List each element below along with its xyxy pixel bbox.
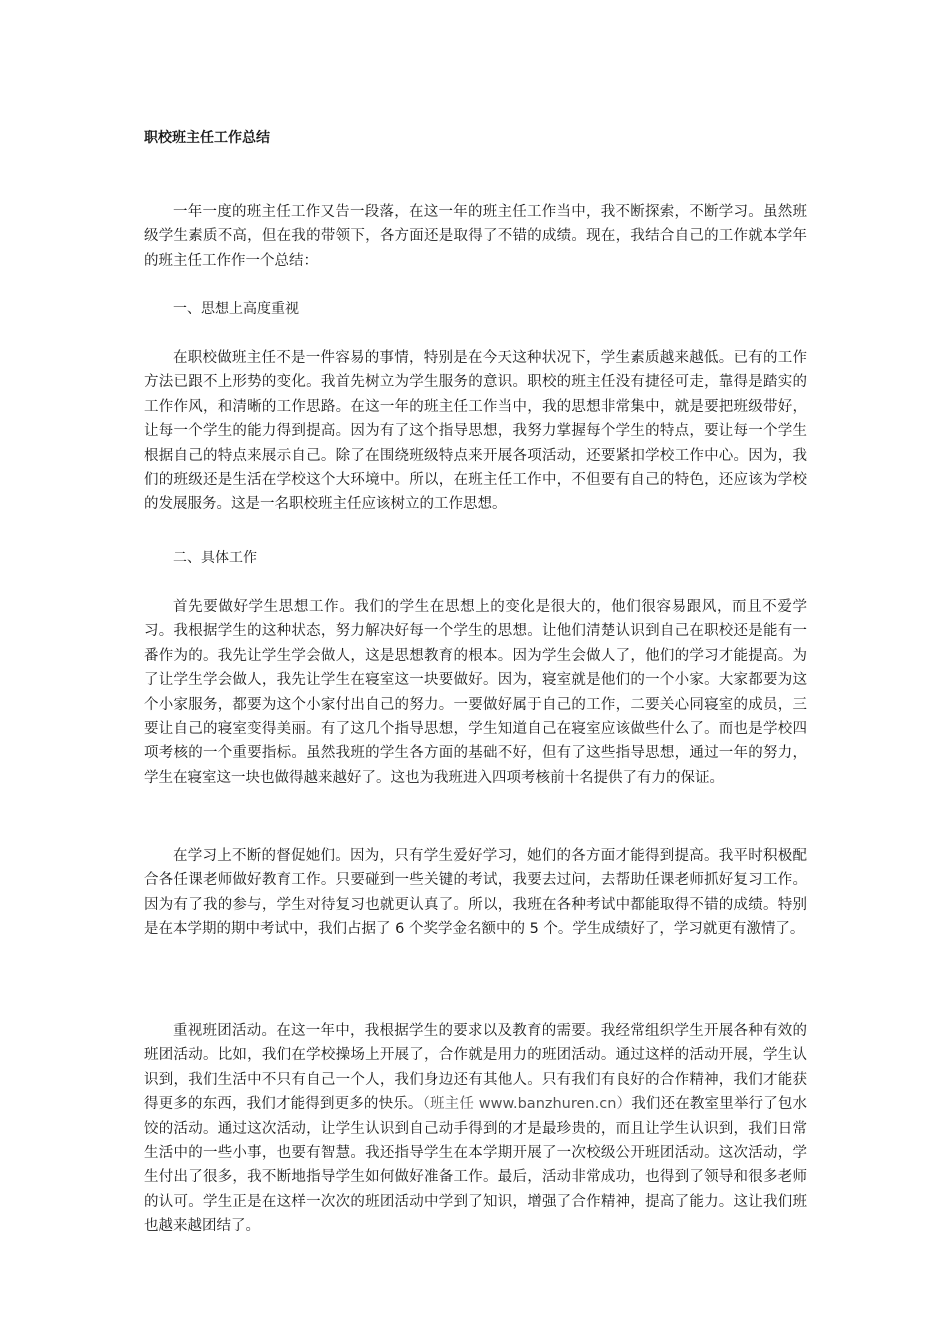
study-text-c: 个。学生成绩好了，学习就更有激情了。 xyxy=(538,921,805,938)
section-heading-specific-work: 二、具体工作 xyxy=(173,550,257,566)
section-heading-thinking: 一、思想上高度重视 xyxy=(173,301,299,317)
section2-paragraph-activities xyxy=(144,1019,807,1239)
study-text-b: 个奖学金名额中的 xyxy=(404,921,530,938)
intro-paragraph: 一年一度的班主任工作又告一段落，在这一年的班主任工作当中，我不断探索，不断学习。虽然班级学生素质不高，但在我的带领下，各方面还是取得了不错的成绩。现在，我结合自己的工作就本学年的班主任工作作一个总结： xyxy=(144,204,807,269)
study-text-a: 在学习上不断的督促她们。因为，只有学生爱好学习，她们的各方面才能得到提高。我平时积极配合各任课老师做好教育工作。只要碰到一些关键的考试，我要去过问，去帮助任课老师抓好复习工作。因为有了我的参与，学生对待复习也就更认真了。所以，我班在各种考试中都能取得不错的成绩。特别是在本学期的期中考试中，我们占据了 xyxy=(144,848,807,938)
section2-paragraph-thought-work: 首先要做好学生思想工作。我们的学生在思想上的变化是很大的，他们很容易跟风，而且不爱学习。我根据学生的这种状态，努力解决好每一个学生的思想。让他们清楚认识到自己在职校还是能有一番作为的。我先让学生学会做人，这是思想教育的根本。因为学生会做人了，他们的学习才能提高。为了让学生学会做人，我先让学生在寝室这一块要做好。因为，寝室就是他们的一个小家。大家都要为这个小家服务，都要为这个小家付出自己的努力。一要做好属于自己的工作，二要关心同寝室的成员，三要让自己的寝室变得美丽。有了这几个指导思想，学生知道自己在寝室应该做些什么了。而也是学校四项考核的一个重要指标。虽然我班的学生各方面的基础不好，但有了这些指导思想，通过一年的努力，学生在寝室这一块也做得越来越好了。这也为我班进入四项考核前十名提供了有力的保证。 xyxy=(144,599,807,786)
activities-text-a: 重视班团活动。在这一年中，我根据学生的要求以及教育的需要。我经常组织学生开展各种有效的班团活动。比如，我们在学校操场上开展了，合作就是用力的班团活动。通过这样的活动开展，学生认识到，我们生活中不只有自己一个人，我们身边还有其他人。只有我们有良好的合作精神，我们才能获得更多的东西，我们才能得到更多的快乐。 xyxy=(144,1023,807,1113)
document-title: 职校班主任工作总结 xyxy=(144,130,270,146)
section1-paragraph: 在职校做班主任不是一件容易的事情，特别是在今天这种状况下，学生素质越来越低。已有的工作方法已跟不上形势的变化。我首先树立为学生服务的意识。职校的班主任没有捷径可走，靠得是踏实的工作作风，和清晰的工作思路。在这一年的班主任工作当中，我的思想非常集中，就是要把班级带好，让每一个学生的能力得到提高。因为有了这个指导思想，我努力掌握每个学生的特点，要让每一个学生根据自己的特点来展示自己。除了在围绕班级特点来开展各项活动，还要紧扣学校工作中心。因为，我们的班级还是生活在学校这个大环境中。所以，在班主任工作中，不但要有自己的特色，还应该为学校的发展服务。这是一名职校班主任应该树立的工作思想。 xyxy=(144,350,807,513)
source-note: （班主任 www.banzhuren.cn） xyxy=(422,1096,632,1113)
activities-text-b: 我们还在教室里举行了包水饺的活动。通过这次活动，让学生认识到自己动手得到的才是最珍贵的，而且让学生认识到，我们日常生活中的一些小事，也要有智慧。我还指导学生在本学期开展了一次校级公开班团活动。这次活动，学生付出了很多，我不断地指导学生如何做好准备工作。最后，活动非常成功，也得到了领导和很多老师的认可。学生正是在这样一次次的班团活动中学到了知识，增强了合作精神，提高了能力。这让我们班也越来越团结了。 xyxy=(144,1096,808,1235)
scholarship-count-5: 5 xyxy=(529,921,539,938)
scholarship-count-6: 6 xyxy=(395,921,405,938)
section2-paragraph-study xyxy=(144,844,807,942)
